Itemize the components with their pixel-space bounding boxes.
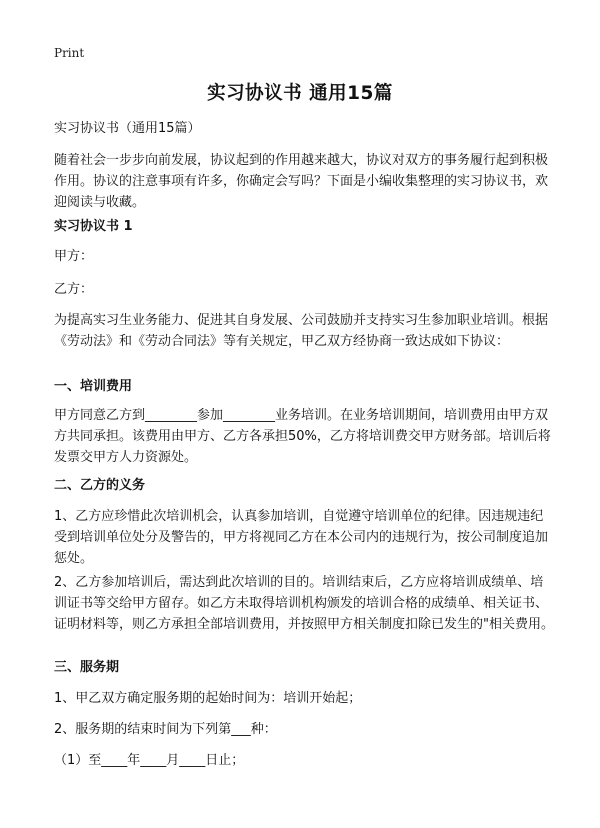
obligation-1-paragraph: 1、乙方应珍惜此次培训机会，认真参加培训，自觉遵守培训单位的纪律。因违规违纪受到培训单位处分及警告的，甲方将视同乙方在本公司内的违规行为，按公司制度追加惩处。 bbox=[54, 509, 549, 566]
heading-party-b-obligations: 二、乙方的义务 bbox=[54, 478, 146, 493]
intro-paragraph: 随着社会一步步向前发展，协议起到的作用越来越大，协议对双方的事务履行起到积极作用。协议的注意事项有许多，你确定会写吗？下面是小编收集整理的实习协议书，欢迎阅读与收藏。 bbox=[54, 153, 549, 210]
party-b-line: 乙方： bbox=[54, 282, 94, 297]
purpose-paragraph: 为提高实习生业务能力、促进其自身发展、公司鼓励并支持实习生参加职业培训。根据《劳动法》和《劳动合同法》等有关规定，甲乙双方经协商一致达成如下协议： bbox=[54, 313, 549, 349]
document-title: 实习协议书 通用15篇 bbox=[207, 83, 393, 104]
heading-service-period: 三、服务期 bbox=[54, 660, 120, 675]
obligation-2-paragraph: 2、乙方参加培训后，需达到此次培训的目的。培训结束后，乙方应将培训成绩单、培训证书等交给甲方留存。如乙方未取得培训机构颁发的培训合格的成绩单、相关证书、证明材料等，则乙方承担全部培训费用，并按照甲方相关制度扣除已发生的"相关费用。 bbox=[54, 575, 554, 632]
service-end-option-1: （1）至____年____月____日止； bbox=[54, 753, 245, 768]
training-fees-paragraph: 甲方同意乙方到________参加________业务培训。在业务培训期间，培训费用由甲方双方共同承担。该费用由甲方、乙方各承担50%，乙方将培训费交甲方财务部。培训后将发票交甲方人力资源处。 bbox=[54, 408, 551, 465]
service-start-line: 1、甲乙双方确定服务期的起始时间为：培训开始起； bbox=[54, 691, 362, 706]
document-subtitle: 实习协议书（通用15篇） bbox=[54, 121, 201, 136]
print-label: Print bbox=[54, 46, 85, 60]
party-a-line: 甲方： bbox=[54, 249, 94, 264]
section-heading: 实习协议书 1 bbox=[54, 219, 133, 234]
service-end-line: 2、服务期的结束时间为下列第___种： bbox=[54, 722, 277, 737]
heading-training-fees: 一、培训费用 bbox=[54, 379, 133, 394]
